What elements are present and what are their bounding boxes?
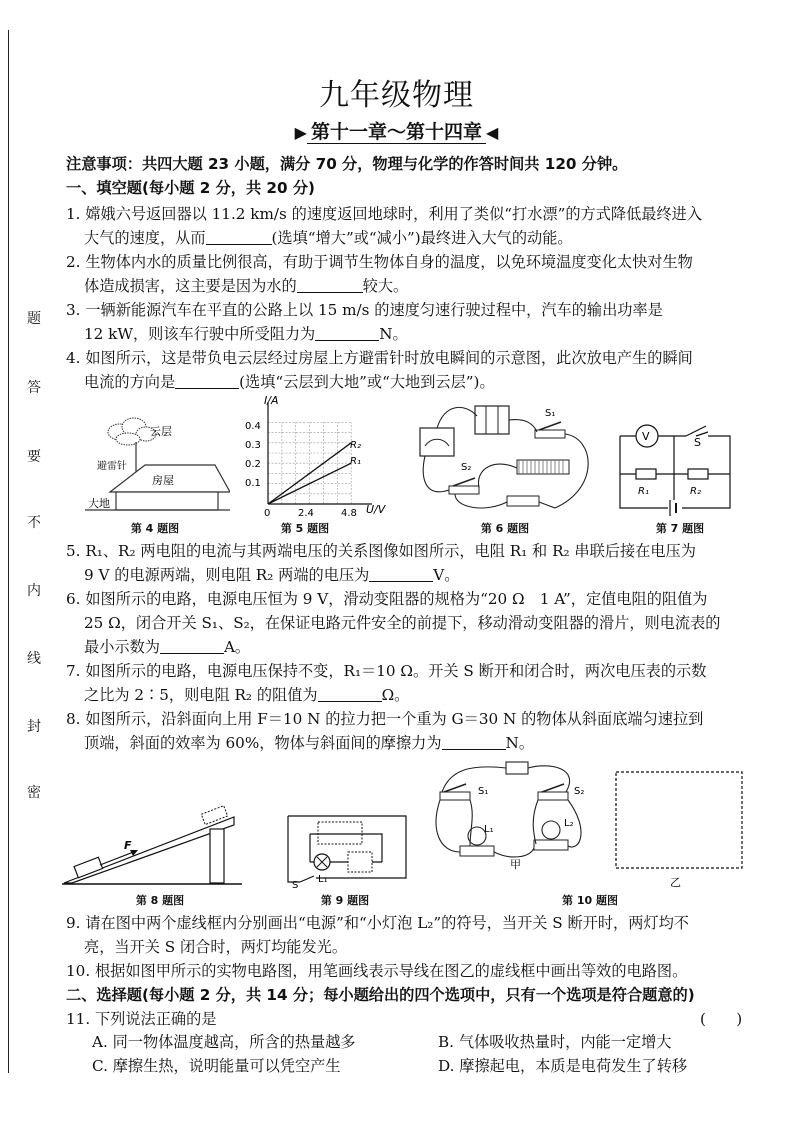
circuit-wires [288,816,406,882]
lamp-l2-base [534,840,568,850]
s1-label: S₁ [478,786,489,797]
y-tick-label: 0.2 [245,459,261,470]
side-char: 封 [27,719,41,735]
figure-10-caption: 第 10 题图 [562,894,618,907]
cloud-icon [108,418,156,445]
answer-blank[interactable] [315,325,379,341]
jia-label: 甲 [510,858,521,871]
q1-text: (选填“增大”或“减小”)最终进入大气的动能。 [271,229,573,247]
lamp-l1-base [460,846,494,856]
question-6-line: 6. 如图所示的电路，电源电压恒为 9 V，滑动变阻器的规格为“20 Ω 1 A”，定值电阻的阻值为 [66,590,708,608]
answer-blank[interactable] [318,686,382,702]
q4-text: 电流的方向是 [84,373,176,391]
q1-text: 大气的速度，从而 [84,229,206,247]
figure-7-circuit [612,418,736,518]
question-5-line: 5. R₁、R₂ 两电阻的电流与其两端电压的关系图像如图所示，电阻 R₁ 和 R₂ 串联后接在电压为 [66,542,696,560]
figure-6-caption: 第 6 题图 [480,522,530,535]
section-heading: 一、填空题(每小题 2 分，共 20 分) [66,179,315,197]
switch-s1-icon [440,792,470,800]
q5-text: V。 [433,566,460,584]
option-a[interactable]: A. 同一物体温度越高，所含的热量越多 [92,1033,356,1051]
binding-margin [0,0,48,1123]
answer-blank[interactable] [160,638,224,654]
side-char: 内 [27,583,41,599]
page-title: 九年级物理 [319,78,474,113]
question-1-line: 1. 嫦娥六号返回器以 11.2 km/s 的速度返回地球时，利用了类似“打水漂”的方式降低最终进入 [66,205,703,223]
switch-label: S [694,436,701,449]
rod-label: 避雷针 [97,461,127,472]
house-label: 房屋 [152,474,174,487]
figure-7-caption: 第 7 题图 [655,522,705,535]
question-6-line [84,636,250,658]
question-9-line: 亮，当开关 S 闭合时，两灯均能发光。 [84,938,348,956]
option-c[interactable]: C. 摩擦生热，说明能量可以凭空产生 [92,1057,341,1075]
drawing-box[interactable] [616,772,742,868]
question-5-line [84,564,459,586]
question-2-line: 2. 生物体内水的质量比例很高，有助于调节生物体自身的温度，以免环境温度变化太快对生物 [66,253,693,271]
figure-9-circuit [282,810,412,890]
x-tick-label: 0 [264,508,271,519]
voltmeter-label: V [642,430,650,443]
answer-blank[interactable] [369,566,433,582]
figure-4 [80,410,230,516]
question-10-line: 10. 根据如图甲所示的实物电路图，用笔画线表示导线在图乙的虚线框中画出等效的电路图。 [66,962,688,980]
answer-paren[interactable]: ( ) [700,1010,743,1028]
q8-text: N。 [505,734,535,752]
ground-label: 大地 [88,497,110,510]
switch-s [300,876,314,882]
page-subtitle [0,117,793,144]
question-6-line: 25 Ω，闭合开关 S₁、S₂，在保证电路元件安全的前提下，移动滑动变阻器的滑片，则电流表的 [84,614,721,632]
figure-10-jia [430,760,606,872]
answer-blank[interactable] [442,734,506,750]
option-b[interactable]: B. 气体吸收热量时，内能一定增大 [438,1033,672,1051]
q3-text: 12 kW，则该车行驶中所受阻力为 [84,325,316,343]
resistor-r2 [688,469,708,479]
side-char: 线 [27,651,41,667]
question-1-line [84,227,573,249]
y-axis-label: I/A [264,394,279,407]
switch-s2-blade [453,478,475,486]
s1-label: S₁ [545,408,556,419]
q2-text: 较大。 [362,277,409,295]
question-7-line: 7. 如图所示的电路，电源电压保持不变，R₁＝10 Ω。开关 S 断开和闭合时，两次电压表的示数 [66,662,707,680]
series-label-r1: R₁ [350,456,361,467]
figure-5-caption: 第 5 题图 [280,522,330,535]
r1-label: R₁ [638,486,649,497]
l2-label: L₂ [564,818,574,829]
question-8-line [84,732,534,754]
y-tick-label: 0.1 [245,478,261,489]
q4-text: (选填“云层到大地”或“大地到云层”)。 [239,373,495,391]
question-4-line: 4. 如图所示，这是带负电云层经过房屋上方避雷针时放电瞬间的示意图，此次放电产生的瞬间 [66,349,693,367]
switch-s [686,426,706,436]
r2-label: R₂ [690,486,701,497]
q5-text: 9 V 的电源两端，则电阻 R₂ 两端的电压为 [84,566,370,584]
dashed-box-source[interactable] [318,822,362,844]
question-11-stem: 11. 下列说法正确的是 [66,1010,217,1028]
x-axis-label: U/V [366,503,386,516]
y-tick-label: 0.4 [245,421,261,432]
left-triangle-icon: ◀ [486,123,499,142]
q6-text: A。 [223,638,251,656]
switch-label: S [292,880,299,890]
s2-label: S₂ [574,786,585,797]
series-label-r2: R₂ [350,440,361,451]
q8-text: 顶端，斜面的效率为 60%，物体与斜面间的摩擦力为 [84,734,442,752]
ammeter-icon [420,428,454,456]
s2-label: S₂ [461,462,472,473]
side-char: 答 [27,380,41,396]
lamp-l1-label: L₁ [318,874,328,885]
figure-6-circuit [405,398,605,518]
figure-9-caption: 第 9 题图 [320,894,370,907]
figure-8-caption: 第 8 题图 [135,894,185,907]
q2-text: 体造成损害，这主要是因为水的 [84,277,297,295]
question-4-line [84,371,495,393]
notice: 注意事项：共四大题 23 小题，满分 70 分，物理与化学的作答时间共 120 分钟。 [66,155,628,173]
question-3-line [84,323,408,345]
subtitle-text: 第十一章～第十四章 [307,121,486,144]
l1-label: L₁ [484,824,494,835]
side-char: 不 [27,515,41,531]
question-7-line [84,684,409,706]
q3-text: N。 [379,325,408,343]
switch-s1-blade [539,422,561,430]
switch-s2-blade [542,784,564,792]
question-8-line: 8. 如图所示，沿斜面向上用 F＝10 N 的拉力把一个重为 G＝30 N 的物体从斜面底端匀速拉到 [66,710,704,728]
option-d[interactable]: D. 摩擦起电，本质是电荷发生了转移 [438,1057,688,1075]
figure-10-yi [612,768,746,888]
house-wall [116,492,218,510]
figure-8-incline [62,805,242,887]
side-char: 要 [27,449,41,465]
figure-4-caption: 第 4 题图 [130,522,180,535]
x-tick-label: 2.4 [298,508,314,519]
y-tick-label: 0.3 [245,440,261,451]
force-label: F [124,839,132,852]
resistor-r1 [636,469,656,479]
question-3-line: 3. 一辆新能源汽车在平直的公路上以 15 m/s 的速度匀速行驶过程中，汽车的输出功率是 [66,301,663,319]
answer-blank[interactable] [175,373,239,389]
section-heading: 二、选择题(每小题 2 分，共 14 分；每小题给出的四个选项中，只有一个选项是符合题意的) [66,986,695,1004]
switch-s1-blade [444,784,466,792]
yi-label: 乙 [670,876,681,888]
answer-blank[interactable] [206,229,272,245]
incline-support [210,829,224,883]
switch-s2-icon [449,486,479,494]
x-tick-label: 4.8 [341,508,357,519]
q6-text: 最小示数为 [84,638,160,656]
side-char: 密 [27,785,41,801]
q7-text: Ω。 [381,686,410,704]
question-9-line: 9. 请在图中两个虚线框内分别画出“电源”和“小灯泡 L₂”的符号，当开关 S 断开时，两灯均不 [66,914,689,932]
question-2-line [84,275,408,297]
figure-5-chart [240,392,390,522]
resistor-icon [507,496,539,506]
switch-s2-icon [538,792,568,800]
binding-line [8,30,9,1073]
right-triangle-icon: ▶ [294,123,307,142]
battery-icon [475,406,509,434]
cloud-label: 云层 [150,425,172,438]
battery-icon [506,762,528,774]
lamp-l2-icon [542,821,560,839]
side-char: 题 [27,311,41,327]
dashed-box-lamp[interactable] [348,852,372,872]
q7-text: 之比为 2∶5，则电阻 R₂ 的阻值为 [84,686,318,704]
answer-blank[interactable] [297,277,363,293]
switch-s1-icon [535,430,565,438]
